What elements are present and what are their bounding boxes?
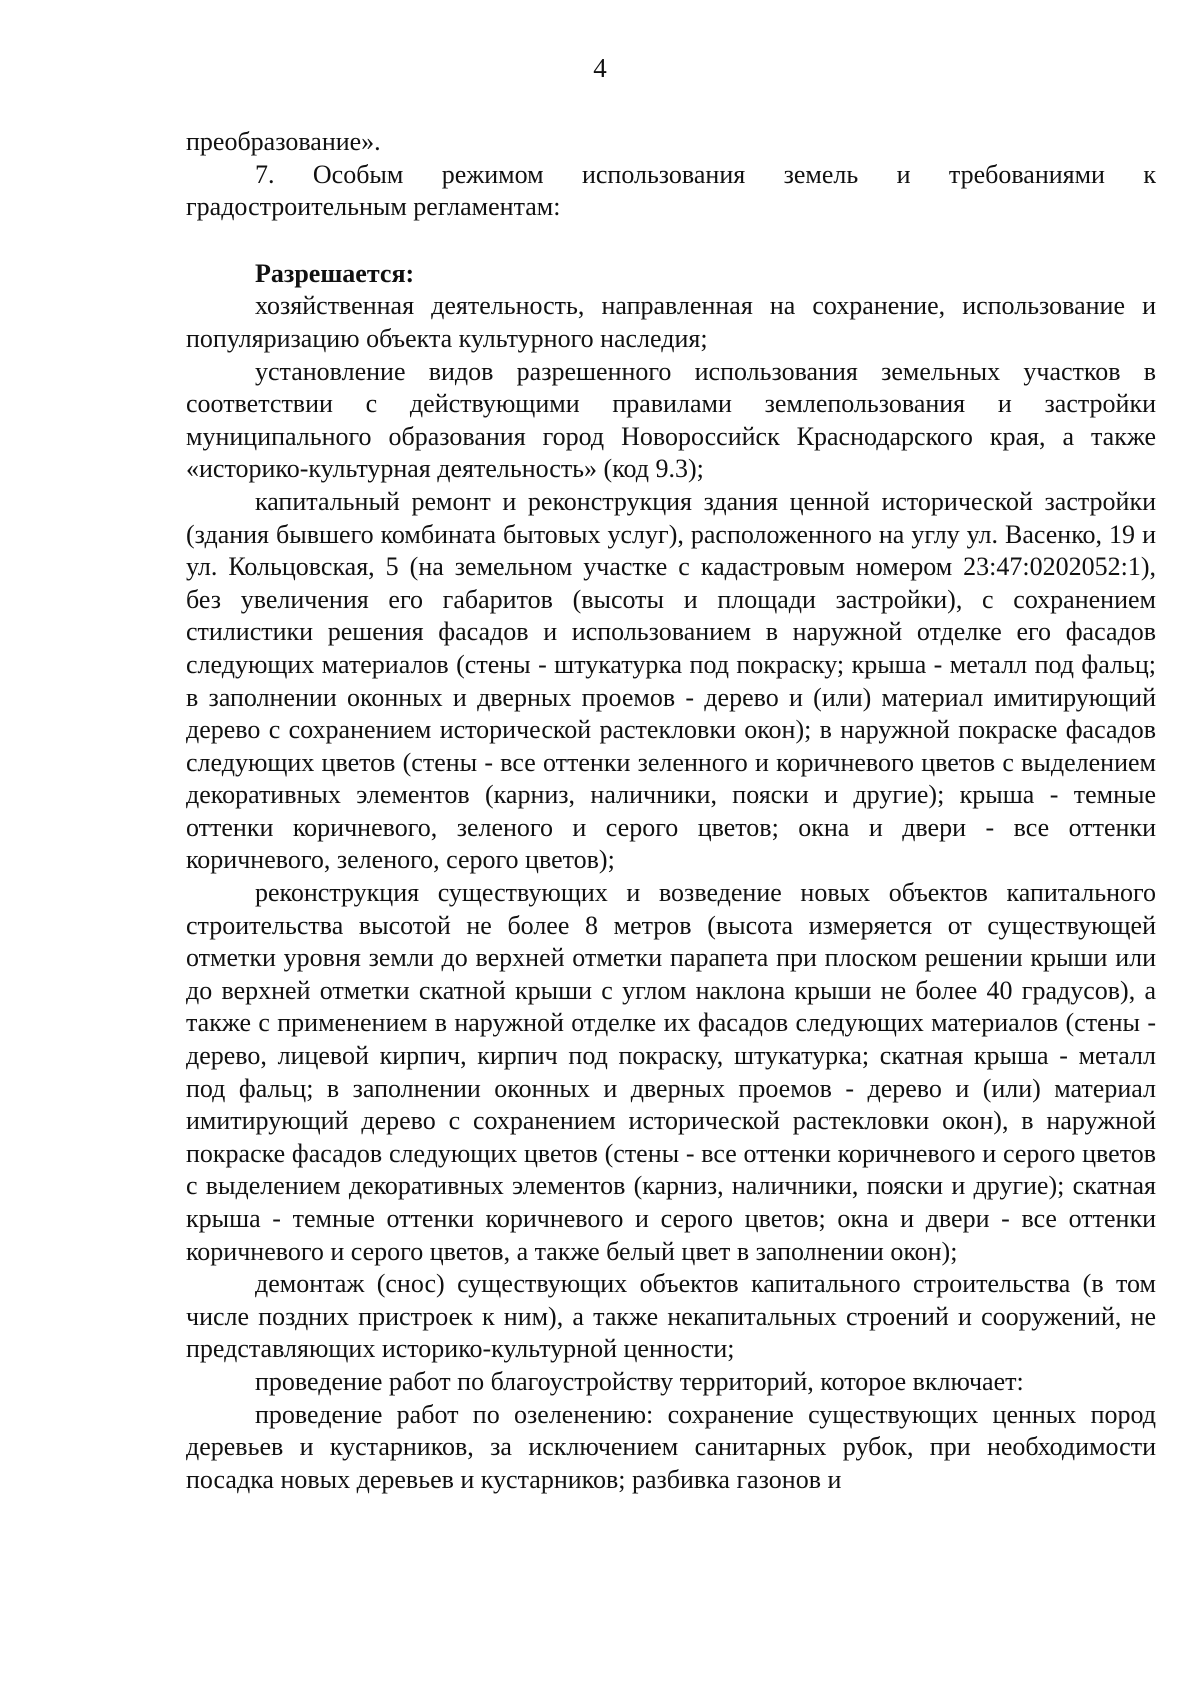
paragraph-spacer — [186, 224, 1156, 258]
paragraph-economic-activity: хозяйственная деятельность, направленная на сохранение, использование и популяризацию объекта культурного наследия; — [186, 291, 1156, 353]
paragraph-item-7: 7. Особым режимом использования земель и требованиями к градостроительным регламентам: — [186, 159, 1156, 222]
paragraph-reconstruction: реконструкция существующих и возведение новых объектов капитального строительства высотой не более 8 метров (высота измеряется от существующей отметки уровня земли до верхней отметки парапета при плоском решении крыши или до верхней отметки скатной крыши с углом наклона крыши не более 40 градусов), а также с применением в наружной отделке их фасадов следующих материалов (стены - дерево, лицевой кирпич, кирпич под покраску, штукатурка; скатная крыша - металл под фальц; в заполнении оконных и дверных проемов - дерево и (или) материал имитирующий дерево с сохранением исторической растекловки окон), в наружной покраске фасадов следующих цветов (стены - все оттенки коричневого и серого цветов с выделением декоративных элементов (карниз, наличники, пояски и другие); скатная крыша - темные оттенки коричневого и серого цветов; окна и двери - все оттенки коричневого и серого цветов, а также белый цвет в заполнении окон); — [186, 878, 1156, 1266]
document-body — [186, 126, 1156, 1496]
paragraph-greening: проведение работ по озеленению: сохранение существующих ценных пород деревьев и кустарников, за исключением санитарных рубок, при необходимости посадка новых деревьев и кустарников; разбивка газонов и — [186, 1399, 1156, 1494]
paragraph-landscaping: проведение работ по благоустройству территорий, которое включает: — [255, 1366, 1024, 1396]
page-number: 4 — [593, 53, 607, 83]
paragraph-demolition: демонтаж (снос) существующих объектов капитального строительства (в том числе поздних пристроек к ним), а также некапитальных строений и сооружений, не представляющих историко-культурной ценности; — [186, 1269, 1156, 1364]
paragraph-land-use-types: установление видов разрешенного использования земельных участков в соответствии с действующими правилами землепользования и застройки муниципального образования город Новороссийск Краснодарского края, а также «историко-культурная деятельность» (код 9.3); — [186, 356, 1156, 484]
paragraph-capital-repair: капитальный ремонт и реконструкция здания ценной исторической застройки (здания бывшего комбината бытовых услуг), расположенного на углу ул. Васенко, 19 и ул. Кольцовская, 5 (на земельном участке с кадастровым номером 23:47:0202052:1), без увеличения его габаритов (высоты и площади застройки), с сохранением стилистики решения фасадов и использованием в наружной отделке его фасадов следующих материалов (стены - штукатурка под покраску; крыша - металл под фальц; в заполнении оконных и дверных проемов - дерево и (или) материал имитирующий дерево с сохранением исторической растекловки окон); в наружной покраске фасадов следующих цветов (стены - все оттенки зеленного и коричневого цветов с выделением декоративных элементов (карниз, наличники, пояски и другие); крыша - темные оттенки коричневого, зеленого и серого цветов; окна и двери - все оттенки коричневого, зеленого, серого цветов); — [186, 486, 1156, 875]
paragraph-continuation: преобразование». — [186, 127, 381, 156]
section-heading-allowed: Разрешается: — [255, 258, 415, 288]
